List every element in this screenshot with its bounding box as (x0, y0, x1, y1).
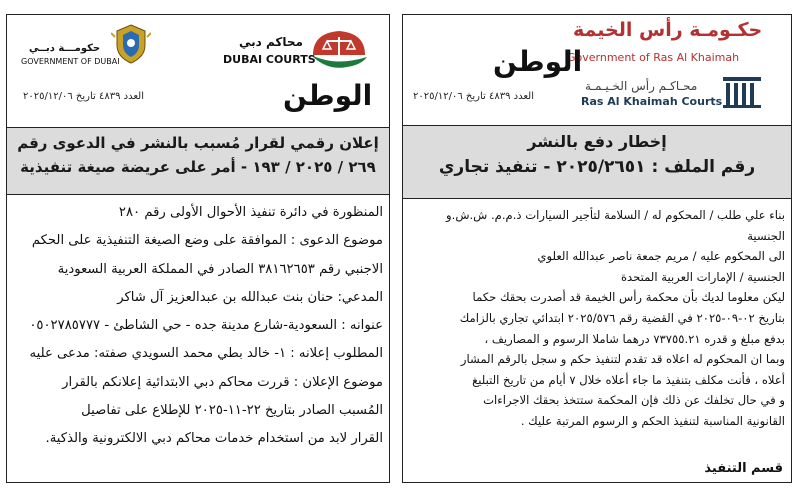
masthead (7, 15, 389, 118)
body-line: عنوانه : السعودية-شارع مدينة جده - حي الشاطئ - ٠٥٠٢٧٨٥٧٧٧ (29, 318, 383, 334)
rak-courts-ar: محـاكـم رأس الخـيـمـة (585, 79, 698, 93)
notice-title-line-1: إخطار دفع بالنشر (527, 132, 667, 151)
body-line: القرار لابد من استخدام خدمات محاكم دبي الالكترونية والذكية. (45, 431, 383, 447)
body-line: المُسبب الصادر بتاريخ ٢٢-١١-٢٠٢٥ للإطلاع على تفاصيل (81, 403, 383, 419)
notice-title-line-2: رقم الملف : ٢٠٢٥/٢٦٥١ - تنفيذ تجاري (438, 157, 756, 177)
rak-courts-en: Ras Al Khaimah Courts (581, 95, 723, 108)
rak-courts-notice (402, 14, 792, 483)
body-line: المدعي: حنان بنت عبدالله بن عبدالعزيز آل شاكر (117, 289, 383, 305)
body-line: المطلوب إعلانه : ١- خالد بطي محمد السويدي صفته: مدعى عليه (29, 346, 383, 362)
body-line: بناء علي طلب / المحكوم له / السلامة لتأجير السيارات ذ.م.م. ش.ش.و (446, 208, 785, 222)
body-line: المنظورة في دائرة تنفيذ الأحوال الأولى رقم ٢٨٠ (118, 205, 383, 220)
body-line: القانونية المناسبة لتنفيذ الحكم و الرسوم المرتبة عليك . (520, 413, 785, 428)
dubai-courts-en: DUBAI COURTS (223, 53, 316, 66)
rak-government-en: Government of Ras Al Khaimah (567, 51, 740, 64)
body-line: بدفع مبلغ و قدره ٧٣٧٥٥.٢١ درهما شاملا الرسوم و المصاريف ، (484, 331, 785, 346)
body-line: أعلاه ، فأنت مكلف بتنفيذ ما جاء أعلاه خلال ٧ أيام من تاريخ التبليغ (472, 372, 785, 387)
body-line: موضوع الإعلان : قررت محاكم دبي الابتدائية إعلانكم بالقرار (62, 374, 383, 390)
rak-courts-pillars-icon (721, 75, 763, 109)
newspaper-wordmark: الوطن (283, 79, 373, 112)
dubai-courts-notice (6, 14, 390, 483)
enforcement-department-signoff: قسم التنفيذ (704, 461, 783, 476)
body-line: الاجنبي رقم ٣٨١٦٢٦٥٣ الصادر في المملكة العربية السعودية (57, 261, 383, 277)
notice-title-line-2: ٢٦٩ / ٢٠٢٥ / ١٩٣ - أمر على عريضة صيغة تنفيذية (20, 158, 376, 176)
body-line: وبما ان المحكوم له اعلاه قد تقدم لتنفيذ حكم و سجل بالرقم المشار (460, 352, 785, 367)
issue-number-date: العدد ٤٨٣٩ تاريخ ٢٠٢٥/١٢/٠٦ (413, 91, 534, 102)
rak-government-ar: حكـومـة رأس الخيمة (573, 19, 763, 41)
body-line: الى المحكوم عليه / مريم جمعة ناصر عبدالله العلوي (537, 249, 785, 264)
notice-title-line-1: إعلان رقمي لقرار مُسبب بالنشر في الدعوى رقم (17, 134, 379, 152)
notice-body (409, 205, 785, 432)
notice-body (13, 199, 383, 454)
government-of-dubai-en: GOVERNMENT OF DUBAI (21, 57, 120, 66)
government-of-dubai-ar: حكومـــة دبــي (29, 43, 101, 54)
body-line: موضوع الدعوى : الموافقة على وضع الصيغة التنفيذية على الحكم (31, 233, 383, 249)
issue-number-date: العدد ٤٨٣٩ تاريخ ٢٠٢٥/١٢/٠٦ (23, 91, 144, 102)
notice-title (403, 125, 791, 199)
body-line: ليكن معلوما لديك بأن محكمة رأس الخيمة قد أصدرت بحقك حكما (472, 290, 785, 305)
notice-title (7, 127, 389, 195)
masthead (403, 15, 791, 118)
newspaper-wordmark: الوطن (493, 45, 583, 78)
dubai-courts-scales-icon (307, 25, 371, 75)
dubai-courts-ar: محاكم دبي (239, 35, 303, 49)
body-line: بتاريخ ٠٢-٠٩-٢٠٢٥ في القضية رقم ٢٠٢٥/٥٧٦ ابتدائي تجاري بالزامك (459, 310, 785, 325)
body-line: الجنسية (747, 228, 785, 243)
body-line: و في حال تخلفك عن ذلك فإن المحكمة ستتخذ بحقك الاجراءات (483, 393, 785, 408)
body-line: الجنسية / الإمارات العربية المتحدة (620, 269, 785, 284)
